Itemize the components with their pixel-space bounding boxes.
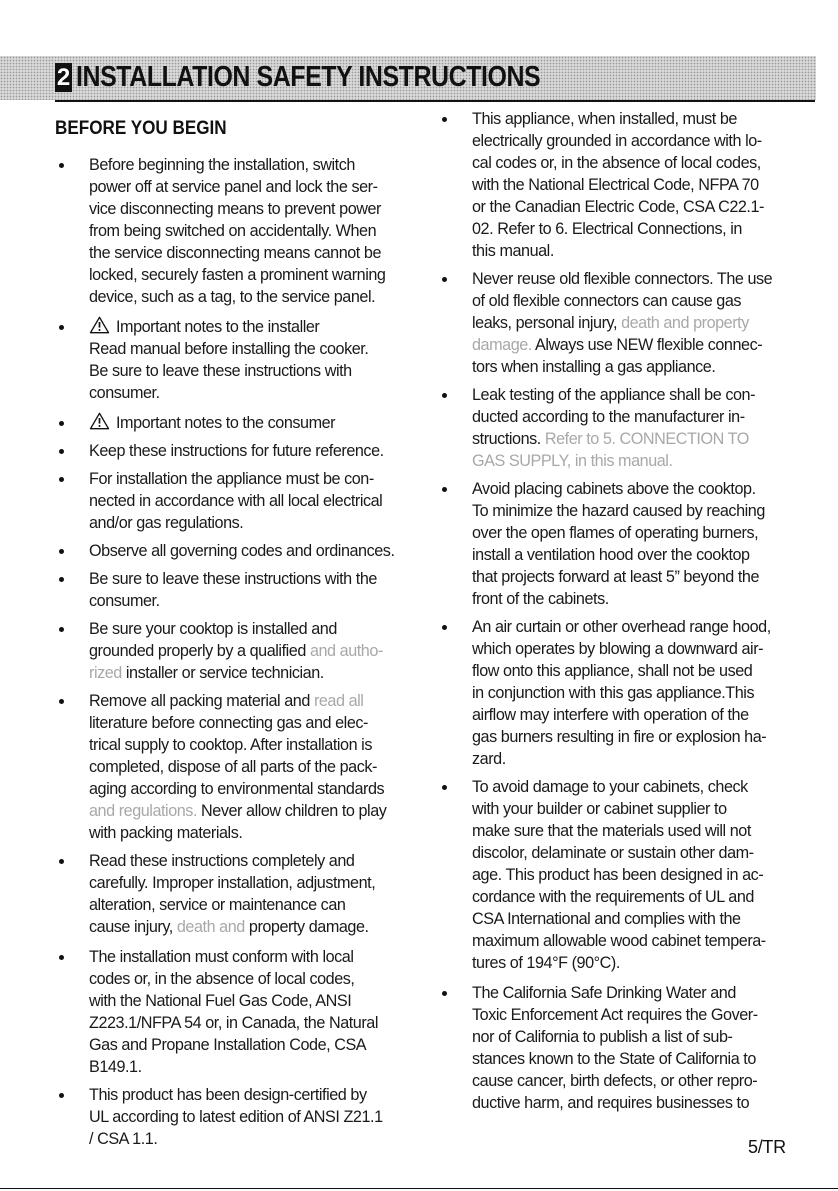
text-line bbox=[89, 382, 405, 404]
warning-triangle-icon bbox=[89, 316, 110, 334]
text: zard. bbox=[472, 750, 506, 768]
text: tures of 194°F (90°C). bbox=[472, 954, 620, 972]
text-line bbox=[472, 798, 790, 820]
subheading-before-you-begin: BEFORE YOU BEGIN bbox=[55, 118, 227, 139]
text: from being switched on accidentally. When bbox=[89, 222, 377, 240]
right-column bbox=[438, 108, 790, 1120]
text: install a ventilation hood over the cooktop bbox=[472, 546, 750, 564]
left-bullet-item bbox=[55, 412, 405, 434]
text: Gas and Propane Installation Code, CSA bbox=[89, 1036, 367, 1054]
text-line bbox=[89, 800, 405, 822]
text-line bbox=[472, 908, 790, 930]
text: over the open flames of operating burners, bbox=[472, 524, 759, 542]
text: B149.1. bbox=[89, 1058, 142, 1076]
left-bullet-item bbox=[55, 1084, 405, 1150]
text: completed, dispose of all parts of the pack- bbox=[89, 758, 377, 776]
text: An air curtain or other overhead range hood, bbox=[472, 618, 771, 636]
faint-text: death and bbox=[176, 918, 245, 936]
text: discolor, delaminate or sustain other dam- bbox=[472, 844, 754, 862]
right-bullet-item bbox=[438, 268, 790, 378]
text-line bbox=[472, 240, 790, 262]
left-bullet-item bbox=[55, 440, 405, 462]
text: Important notes to the consumer bbox=[116, 414, 336, 432]
bullet-dot-icon bbox=[442, 487, 447, 492]
text-line bbox=[89, 618, 405, 640]
text-line bbox=[472, 748, 790, 770]
text: with the National Electrical Code, NFPA 70 bbox=[472, 176, 759, 194]
text-line bbox=[472, 522, 790, 544]
text: locked, securely fasten a prominent warning bbox=[89, 266, 386, 284]
text-line bbox=[89, 916, 405, 938]
left-bullet-item bbox=[55, 540, 405, 562]
right-bullet-item bbox=[438, 982, 790, 1114]
footer-rule bbox=[0, 1188, 838, 1189]
bullet-dot-icon bbox=[59, 859, 64, 864]
text-line bbox=[89, 990, 405, 1012]
text: cal codes or, in the absence of local codes, bbox=[472, 154, 761, 172]
right-bullet-item bbox=[438, 384, 790, 472]
text: Be sure to leave these instructions with the bbox=[89, 570, 377, 588]
text-line bbox=[472, 952, 790, 974]
text-line bbox=[89, 468, 405, 490]
text-line bbox=[89, 512, 405, 534]
text-line bbox=[472, 616, 790, 638]
bullet-dot-icon bbox=[59, 477, 64, 482]
text: codes or, in the absence of local codes, bbox=[89, 970, 355, 988]
section-title: INSTALLATION SAFETY INSTRUCTIONS bbox=[76, 61, 541, 93]
faint-text: damage. bbox=[472, 336, 532, 354]
text: Z223.1/NFPA 54 or, in Canada, the Natural bbox=[89, 1014, 378, 1032]
text: the service disconnecting means cannot be bbox=[89, 244, 381, 262]
text-line bbox=[472, 566, 790, 588]
text-line bbox=[89, 946, 405, 968]
text: gas burners resulting in fire or explosion ha- bbox=[472, 728, 767, 746]
text: with packing materials. bbox=[89, 824, 243, 842]
text-line bbox=[89, 198, 405, 220]
faint-text: GAS SUPPLY, in this manual. bbox=[472, 452, 673, 470]
text: or the Canadian Electric Code, CSA C22.1- bbox=[472, 198, 764, 216]
bullet-dot-icon bbox=[59, 577, 64, 582]
text-line bbox=[89, 850, 405, 872]
left-column bbox=[55, 118, 405, 1156]
left-bullet-item bbox=[55, 468, 405, 534]
text-line bbox=[472, 130, 790, 152]
text-line bbox=[472, 290, 790, 312]
text-line bbox=[472, 1092, 790, 1114]
text-line bbox=[89, 778, 405, 800]
text: property damage. bbox=[244, 918, 369, 936]
text: cause injury, bbox=[89, 918, 177, 936]
text: ductive harm, and requires businesses to bbox=[472, 1094, 750, 1112]
text: consumer. bbox=[89, 592, 160, 610]
text: age. This product has been designed in ac- bbox=[472, 866, 764, 884]
faint-text: death and property bbox=[621, 314, 749, 332]
bullet-dot-icon bbox=[59, 549, 64, 554]
text-line bbox=[89, 360, 405, 382]
bullet-dot-icon bbox=[59, 449, 64, 454]
right-bullet-item bbox=[438, 616, 790, 770]
text: Be sure to leave these instructions with bbox=[89, 362, 352, 380]
text-line bbox=[89, 490, 405, 512]
text: aging according to environmental standards bbox=[89, 780, 385, 798]
left-bullet-item bbox=[55, 690, 405, 844]
text-line bbox=[89, 1084, 405, 1106]
bullet-dot-icon bbox=[442, 393, 447, 398]
text: Toxic Enforcement Act requires the Gover- bbox=[472, 1006, 758, 1024]
text-line bbox=[89, 440, 405, 462]
text-line bbox=[89, 176, 405, 198]
text-line bbox=[89, 1012, 405, 1034]
text: vice disconnecting means to prevent power bbox=[89, 200, 381, 218]
text-line bbox=[89, 154, 405, 176]
text: Never reuse old flexible connectors. The use bbox=[472, 270, 773, 288]
left-bullet-list bbox=[55, 154, 405, 1150]
text: structions. bbox=[472, 430, 545, 448]
section-number-badge: 2 bbox=[56, 64, 71, 91]
bullet-dot-icon bbox=[59, 627, 64, 632]
text-line bbox=[89, 872, 405, 894]
faint-text: rized bbox=[89, 664, 122, 682]
text-line bbox=[472, 218, 790, 240]
bullet-dot-icon bbox=[59, 325, 64, 330]
bullet-dot-icon bbox=[442, 991, 447, 996]
bullet-dot-icon bbox=[442, 277, 447, 282]
text: in conjunction with this gas appliance.This bbox=[472, 684, 755, 702]
text-line bbox=[89, 242, 405, 264]
text: Read manual before installing the cooker. bbox=[89, 340, 369, 358]
left-bullet-item bbox=[55, 618, 405, 684]
text-line bbox=[472, 660, 790, 682]
text: of old flexible connectors can cause gas bbox=[472, 292, 742, 310]
right-bullet-list bbox=[438, 108, 790, 1114]
text-line bbox=[472, 500, 790, 522]
text: cause cancer, birth defects, or other repro- bbox=[472, 1072, 758, 1090]
text: Be sure your cooktop is installed and bbox=[89, 620, 337, 638]
text: For installation the appliance must be con- bbox=[89, 470, 374, 488]
text-line bbox=[472, 356, 790, 378]
text-line bbox=[472, 1004, 790, 1026]
text: This appliance, when installed, must be bbox=[472, 110, 737, 128]
text-line bbox=[89, 590, 405, 612]
text: Leak testing of the appliance shall be con- bbox=[472, 386, 756, 404]
left-bullet-item bbox=[55, 850, 405, 938]
text-line bbox=[89, 1056, 405, 1078]
text-line bbox=[89, 264, 405, 286]
bullet-dot-icon bbox=[59, 1093, 64, 1098]
text: this manual. bbox=[472, 242, 554, 260]
text-line bbox=[472, 776, 790, 798]
bullet-dot-icon bbox=[59, 699, 64, 704]
text-line bbox=[89, 734, 405, 756]
text: with your builder or cabinet supplier to bbox=[472, 800, 727, 818]
text-line bbox=[472, 406, 790, 428]
text-line bbox=[472, 726, 790, 748]
text-line bbox=[472, 886, 790, 908]
text: consumer. bbox=[89, 384, 160, 402]
text-line bbox=[89, 690, 405, 712]
page-number: 5/TR bbox=[748, 1137, 786, 1157]
text: device, such as a tag, to the service panel. bbox=[89, 288, 376, 306]
text-line bbox=[472, 820, 790, 842]
text-line bbox=[472, 1026, 790, 1048]
text-line bbox=[472, 268, 790, 290]
text-line bbox=[89, 968, 405, 990]
text-line bbox=[89, 712, 405, 734]
text: power off at service panel and lock the ser- bbox=[89, 178, 378, 196]
text-line bbox=[472, 174, 790, 196]
text: The California Safe Drinking Water and bbox=[472, 984, 736, 1002]
text-line bbox=[472, 196, 790, 218]
text: Always use NEW flexible connec- bbox=[531, 336, 763, 354]
text-line bbox=[472, 704, 790, 726]
text-line bbox=[472, 544, 790, 566]
text-line bbox=[89, 1034, 405, 1056]
text: flow onto this appliance, shall not be used bbox=[472, 662, 753, 680]
faint-text: and regulations. bbox=[89, 802, 197, 820]
text: nor of California to publish a list of sub- bbox=[472, 1028, 733, 1046]
text: literature before connecting gas and elec- bbox=[89, 714, 368, 732]
text-line bbox=[472, 1048, 790, 1070]
faint-text: and autho- bbox=[309, 642, 383, 660]
text: This product has been design-certified by bbox=[89, 1086, 367, 1104]
text: To minimize the hazard caused by reaching bbox=[472, 502, 765, 520]
left-bullet-item bbox=[55, 154, 405, 308]
text: tors when installing a gas appliance. bbox=[472, 358, 716, 376]
text: / CSA 1.1. bbox=[89, 1130, 158, 1148]
text: CSA International and complies with the bbox=[472, 910, 741, 928]
text-line bbox=[89, 286, 405, 308]
text-line bbox=[472, 384, 790, 406]
text-line bbox=[472, 638, 790, 660]
text-line bbox=[89, 640, 405, 662]
faint-text: read all bbox=[313, 692, 364, 710]
left-bullet-item bbox=[55, 316, 405, 404]
text: nected in accordance with all local electrical bbox=[89, 492, 383, 510]
text-line bbox=[472, 152, 790, 174]
bullet-dot-icon bbox=[442, 625, 447, 630]
text-line bbox=[89, 540, 405, 562]
text: grounded properly by a qualified bbox=[89, 642, 310, 660]
text: ducted according to the manufacturer in- bbox=[472, 408, 745, 426]
text-line bbox=[89, 894, 405, 916]
text: carefully. Improper installation, adjustment, bbox=[89, 874, 376, 892]
text: stances known to the State of California to bbox=[472, 1050, 756, 1068]
banner-underline bbox=[55, 100, 815, 102]
text-line bbox=[472, 1070, 790, 1092]
text: The installation must conform with local bbox=[89, 948, 354, 966]
text-line bbox=[472, 428, 790, 450]
text: and/or gas regulations. bbox=[89, 514, 244, 532]
bullet-dot-icon bbox=[59, 955, 64, 960]
text-line bbox=[472, 478, 790, 500]
text: airflow may interfere with operation of the bbox=[472, 706, 749, 724]
text-line bbox=[472, 312, 790, 334]
text-line bbox=[89, 756, 405, 778]
text: Observe all governing codes and ordinances. bbox=[89, 542, 395, 560]
text: front of the cabinets. bbox=[472, 590, 609, 608]
text-line bbox=[89, 822, 405, 844]
warning-triangle-icon bbox=[89, 412, 110, 430]
text: trical supply to cooktop. After installation is bbox=[89, 736, 372, 754]
text-line bbox=[472, 334, 790, 356]
text-line bbox=[472, 588, 790, 610]
right-bullet-item bbox=[438, 478, 790, 610]
text: maximum allowable wood cabinet tempera- bbox=[472, 932, 766, 950]
text-line bbox=[89, 338, 405, 360]
text: with the National Fuel Gas Code, ANSI bbox=[89, 992, 352, 1010]
text-line bbox=[472, 108, 790, 130]
text: alteration, service or maintenance can bbox=[89, 896, 346, 914]
left-bullet-item bbox=[55, 946, 405, 1078]
bullet-dot-icon bbox=[442, 785, 447, 790]
text-line bbox=[89, 1106, 405, 1128]
text-line bbox=[89, 220, 405, 242]
text: To avoid damage to your cabinets, check bbox=[472, 778, 748, 796]
text-line bbox=[89, 316, 405, 338]
right-bullet-item bbox=[438, 776, 790, 974]
text: that projects forward at least 5” beyond the bbox=[472, 568, 760, 586]
text: Read these instructions completely and bbox=[89, 852, 355, 870]
text: leaks, personal injury, bbox=[472, 314, 622, 332]
text-line bbox=[89, 1128, 405, 1150]
text: which operates by blowing a downward air- bbox=[472, 640, 764, 658]
text: Remove all packing material and bbox=[89, 692, 314, 710]
text-line bbox=[89, 662, 405, 684]
text-line bbox=[472, 842, 790, 864]
text-line bbox=[472, 864, 790, 886]
bullet-dot-icon bbox=[442, 117, 447, 122]
text-line bbox=[472, 982, 790, 1004]
text: cordance with the requirements of UL and bbox=[472, 888, 754, 906]
text-line bbox=[472, 682, 790, 704]
text: Never allow children to play bbox=[197, 802, 387, 820]
text: Avoid placing cabinets above the cooktop. bbox=[472, 480, 756, 498]
right-bullet-item bbox=[438, 108, 790, 262]
text: Important notes to the installer bbox=[116, 318, 320, 336]
bullet-dot-icon bbox=[59, 163, 64, 168]
text: Before beginning the installation, switch bbox=[89, 156, 355, 174]
text: installer or service technician. bbox=[121, 664, 324, 682]
text-line bbox=[472, 930, 790, 952]
text-line bbox=[89, 568, 405, 590]
text: UL according to latest edition of ANSI Z21.1 bbox=[89, 1108, 383, 1126]
text-line bbox=[89, 412, 405, 434]
text: Keep these instructions for future reference. bbox=[89, 442, 384, 460]
faint-text: Refer to 5. CONNECTION TO bbox=[544, 430, 749, 448]
text-line bbox=[472, 450, 790, 472]
text: electrically grounded in accordance with lo- bbox=[472, 132, 762, 150]
text: make sure that the materials used will not bbox=[472, 822, 751, 840]
bullet-dot-icon bbox=[59, 421, 64, 426]
left-bullet-item bbox=[55, 568, 405, 612]
text: 02. Refer to 6. Electrical Connections, in bbox=[472, 220, 742, 238]
